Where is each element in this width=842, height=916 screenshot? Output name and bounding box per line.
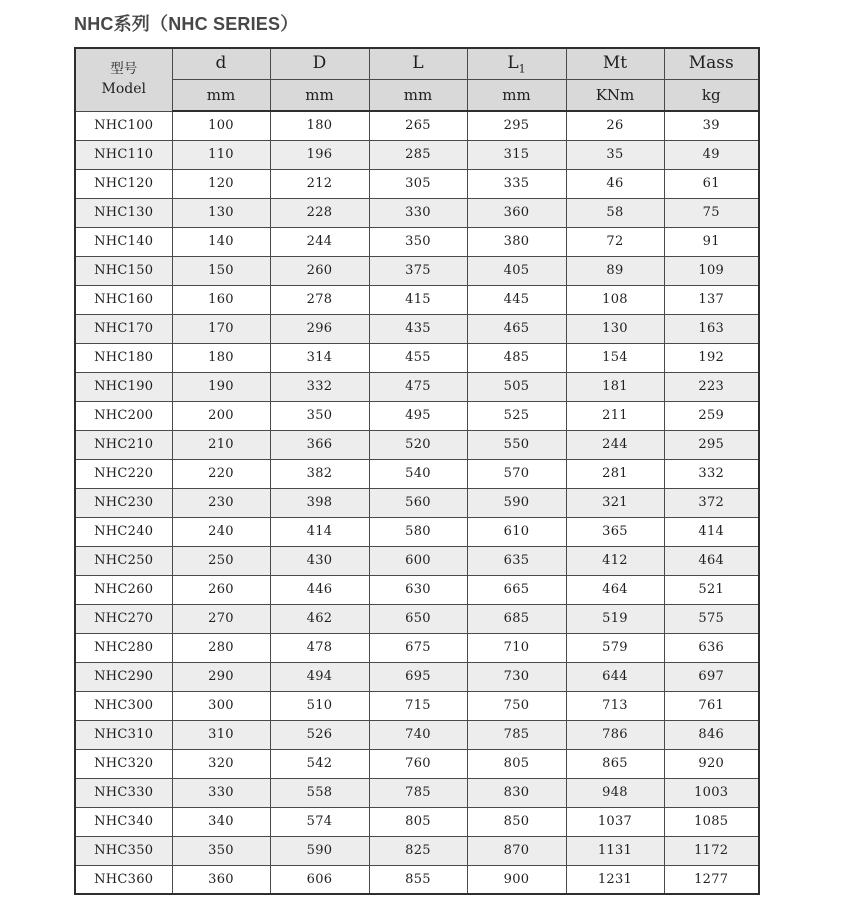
value-cell: 850 xyxy=(467,807,566,836)
table-row xyxy=(75,198,759,227)
value-cell: 398 xyxy=(270,488,369,517)
value-cell: 446 xyxy=(270,575,369,604)
value-cell: 805 xyxy=(467,749,566,778)
table-row xyxy=(75,343,759,372)
value-cell: 109 xyxy=(664,256,759,285)
model-cell: NHC160 xyxy=(75,285,172,314)
column-unit: KNm xyxy=(566,80,664,112)
value-cell: 335 xyxy=(467,169,566,198)
value-cell: 315 xyxy=(467,140,566,169)
value-cell: 825 xyxy=(369,836,467,865)
value-cell: 160 xyxy=(172,285,270,314)
model-cell: NHC250 xyxy=(75,546,172,575)
value-cell: 805 xyxy=(369,807,467,836)
value-cell: 223 xyxy=(664,372,759,401)
model-header-zh: 型号 xyxy=(110,60,138,77)
column-label: D xyxy=(312,52,327,73)
table-row xyxy=(75,285,759,314)
table-row xyxy=(75,546,759,575)
value-cell: 295 xyxy=(664,430,759,459)
value-cell: 574 xyxy=(270,807,369,836)
value-cell: 305 xyxy=(369,169,467,198)
value-cell: 72 xyxy=(566,227,664,256)
model-cell: NHC230 xyxy=(75,488,172,517)
value-cell: 180 xyxy=(270,111,369,140)
column-header xyxy=(369,48,467,80)
table-row xyxy=(75,227,759,256)
value-cell: 137 xyxy=(664,285,759,314)
value-cell: 350 xyxy=(172,836,270,865)
value-cell: 259 xyxy=(664,401,759,430)
column-header xyxy=(172,48,270,80)
value-cell: 140 xyxy=(172,227,270,256)
value-cell: 650 xyxy=(369,604,467,633)
value-cell: 1231 xyxy=(566,865,664,894)
table-row xyxy=(75,256,759,285)
value-cell: 485 xyxy=(467,343,566,372)
model-cell: NHC350 xyxy=(75,836,172,865)
model-cell: NHC300 xyxy=(75,691,172,720)
table-row xyxy=(75,662,759,691)
column-unit: kg xyxy=(664,80,759,112)
value-cell: 240 xyxy=(172,517,270,546)
value-cell: 455 xyxy=(369,343,467,372)
table-body xyxy=(75,111,759,894)
value-cell: 192 xyxy=(664,343,759,372)
value-cell: 360 xyxy=(467,198,566,227)
model-cell: NHC310 xyxy=(75,720,172,749)
value-cell: 212 xyxy=(270,169,369,198)
model-cell: NHC210 xyxy=(75,430,172,459)
value-cell: 61 xyxy=(664,169,759,198)
value-cell: 865 xyxy=(566,749,664,778)
table-row xyxy=(75,807,759,836)
table-row xyxy=(75,691,759,720)
value-cell: 465 xyxy=(467,314,566,343)
value-cell: 636 xyxy=(664,633,759,662)
model-cell: NHC100 xyxy=(75,111,172,140)
value-cell: 210 xyxy=(172,430,270,459)
value-cell: 26 xyxy=(566,111,664,140)
value-cell: 372 xyxy=(664,488,759,517)
value-cell: 58 xyxy=(566,198,664,227)
value-cell: 230 xyxy=(172,488,270,517)
value-cell: 635 xyxy=(467,546,566,575)
header-row-labels xyxy=(75,48,759,80)
value-cell: 89 xyxy=(566,256,664,285)
value-cell: 900 xyxy=(467,865,566,894)
value-cell: 200 xyxy=(172,401,270,430)
value-cell: 414 xyxy=(270,517,369,546)
value-cell: 220 xyxy=(172,459,270,488)
value-cell: 1131 xyxy=(566,836,664,865)
column-header xyxy=(566,48,664,80)
page-title: NHC系列（NHC SERIES） xyxy=(74,14,299,34)
value-cell: 560 xyxy=(369,488,467,517)
value-cell: 558 xyxy=(270,778,369,807)
value-cell: 190 xyxy=(172,372,270,401)
table-row xyxy=(75,140,759,169)
value-cell: 196 xyxy=(270,140,369,169)
column-label: d xyxy=(215,52,227,73)
value-cell: 360 xyxy=(172,865,270,894)
value-cell: 350 xyxy=(369,227,467,256)
table-row xyxy=(75,604,759,633)
value-cell: 475 xyxy=(369,372,467,401)
model-cell: NHC280 xyxy=(75,633,172,662)
table-row xyxy=(75,111,759,140)
value-cell: 130 xyxy=(172,198,270,227)
value-cell: 1277 xyxy=(664,865,759,894)
model-cell: NHC170 xyxy=(75,314,172,343)
table-row xyxy=(75,372,759,401)
table-row xyxy=(75,575,759,604)
value-cell: 150 xyxy=(172,256,270,285)
table-row xyxy=(75,314,759,343)
column-unit: mm xyxy=(467,80,566,112)
model-cell: NHC220 xyxy=(75,459,172,488)
value-cell: 108 xyxy=(566,285,664,314)
value-cell: 260 xyxy=(270,256,369,285)
value-cell: 181 xyxy=(566,372,664,401)
value-cell: 285 xyxy=(369,140,467,169)
value-cell: 579 xyxy=(566,633,664,662)
value-cell: 163 xyxy=(664,314,759,343)
value-cell: 713 xyxy=(566,691,664,720)
value-cell: 521 xyxy=(664,575,759,604)
model-cell: NHC260 xyxy=(75,575,172,604)
model-cell: NHC320 xyxy=(75,749,172,778)
value-cell: 630 xyxy=(369,575,467,604)
table-row xyxy=(75,720,759,749)
value-cell: 590 xyxy=(270,836,369,865)
value-cell: 685 xyxy=(467,604,566,633)
value-cell: 430 xyxy=(270,546,369,575)
value-cell: 710 xyxy=(467,633,566,662)
value-cell: 510 xyxy=(270,691,369,720)
column-unit: mm xyxy=(172,80,270,112)
value-cell: 35 xyxy=(566,140,664,169)
model-cell: NHC110 xyxy=(75,140,172,169)
value-cell: 786 xyxy=(566,720,664,749)
value-cell: 130 xyxy=(566,314,664,343)
value-cell: 100 xyxy=(172,111,270,140)
value-cell: 244 xyxy=(270,227,369,256)
value-cell: 464 xyxy=(566,575,664,604)
value-cell: 570 xyxy=(467,459,566,488)
table-row xyxy=(75,865,759,894)
model-cell: NHC190 xyxy=(75,372,172,401)
model-cell: NHC200 xyxy=(75,401,172,430)
value-cell: 730 xyxy=(467,662,566,691)
value-cell: 75 xyxy=(664,198,759,227)
value-cell: 580 xyxy=(369,517,467,546)
table-row xyxy=(75,430,759,459)
value-cell: 332 xyxy=(664,459,759,488)
value-cell: 540 xyxy=(369,459,467,488)
value-cell: 542 xyxy=(270,749,369,778)
table-row xyxy=(75,836,759,865)
value-cell: 278 xyxy=(270,285,369,314)
value-cell: 46 xyxy=(566,169,664,198)
value-cell: 495 xyxy=(369,401,467,430)
value-cell: 695 xyxy=(369,662,467,691)
column-label: L xyxy=(507,52,519,73)
value-cell: 365 xyxy=(566,517,664,546)
column-unit: mm xyxy=(270,80,369,112)
value-cell: 414 xyxy=(664,517,759,546)
value-cell: 505 xyxy=(467,372,566,401)
column-label: L xyxy=(412,52,424,73)
model-cell: NHC130 xyxy=(75,198,172,227)
value-cell: 49 xyxy=(664,140,759,169)
value-cell: 300 xyxy=(172,691,270,720)
value-cell: 520 xyxy=(369,430,467,459)
value-cell: 366 xyxy=(270,430,369,459)
value-cell: 750 xyxy=(467,691,566,720)
value-cell: 260 xyxy=(172,575,270,604)
value-cell: 330 xyxy=(172,778,270,807)
value-cell: 110 xyxy=(172,140,270,169)
value-cell: 415 xyxy=(369,285,467,314)
value-cell: 846 xyxy=(664,720,759,749)
value-cell: 154 xyxy=(566,343,664,372)
value-cell: 228 xyxy=(270,198,369,227)
value-cell: 855 xyxy=(369,865,467,894)
model-cell: NHC270 xyxy=(75,604,172,633)
value-cell: 740 xyxy=(369,720,467,749)
value-cell: 464 xyxy=(664,546,759,575)
table-row xyxy=(75,778,759,807)
value-cell: 644 xyxy=(566,662,664,691)
value-cell: 330 xyxy=(369,198,467,227)
model-cell: NHC150 xyxy=(75,256,172,285)
value-cell: 610 xyxy=(467,517,566,546)
model-cell: NHC330 xyxy=(75,778,172,807)
value-cell: 39 xyxy=(664,111,759,140)
table-row xyxy=(75,749,759,778)
column-header xyxy=(664,48,759,80)
value-cell: 435 xyxy=(369,314,467,343)
value-cell: 314 xyxy=(270,343,369,372)
value-cell: 478 xyxy=(270,633,369,662)
model-cell: NHC360 xyxy=(75,865,172,894)
value-cell: 375 xyxy=(369,256,467,285)
model-cell: NHC120 xyxy=(75,169,172,198)
nhc-series-table xyxy=(74,47,760,895)
value-cell: 280 xyxy=(172,633,270,662)
value-cell: 785 xyxy=(467,720,566,749)
value-cell: 290 xyxy=(172,662,270,691)
value-cell: 870 xyxy=(467,836,566,865)
value-cell: 697 xyxy=(664,662,759,691)
value-cell: 1037 xyxy=(566,807,664,836)
value-cell: 270 xyxy=(172,604,270,633)
value-cell: 948 xyxy=(566,778,664,807)
table-header xyxy=(75,48,759,111)
value-cell: 526 xyxy=(270,720,369,749)
value-cell: 310 xyxy=(172,720,270,749)
table-row xyxy=(75,459,759,488)
value-cell: 405 xyxy=(467,256,566,285)
value-cell: 600 xyxy=(369,546,467,575)
value-cell: 281 xyxy=(566,459,664,488)
value-cell: 412 xyxy=(566,546,664,575)
value-cell: 675 xyxy=(369,633,467,662)
value-cell: 320 xyxy=(172,749,270,778)
column-label: Mt xyxy=(602,52,628,73)
value-cell: 462 xyxy=(270,604,369,633)
value-cell: 550 xyxy=(467,430,566,459)
value-cell: 340 xyxy=(172,807,270,836)
column-label: Mass xyxy=(688,52,734,73)
table-row xyxy=(75,488,759,517)
value-cell: 665 xyxy=(467,575,566,604)
value-cell: 761 xyxy=(664,691,759,720)
value-cell: 525 xyxy=(467,401,566,430)
header-row-units xyxy=(75,80,759,112)
value-cell: 296 xyxy=(270,314,369,343)
value-cell: 575 xyxy=(664,604,759,633)
value-cell: 519 xyxy=(566,604,664,633)
value-cell: 382 xyxy=(270,459,369,488)
page-container xyxy=(74,10,762,895)
value-cell: 785 xyxy=(369,778,467,807)
column-header xyxy=(467,48,566,80)
value-cell: 91 xyxy=(664,227,759,256)
table-row xyxy=(75,517,759,546)
value-cell: 350 xyxy=(270,401,369,430)
model-cell: NHC240 xyxy=(75,517,172,546)
model-cell: NHC140 xyxy=(75,227,172,256)
value-cell: 321 xyxy=(566,488,664,517)
value-cell: 1003 xyxy=(664,778,759,807)
value-cell: 1085 xyxy=(664,807,759,836)
model-cell: NHC180 xyxy=(75,343,172,372)
value-cell: 715 xyxy=(369,691,467,720)
value-cell: 494 xyxy=(270,662,369,691)
value-cell: 445 xyxy=(467,285,566,314)
table-row xyxy=(75,169,759,198)
column-label-subscript: 1 xyxy=(518,62,526,76)
value-cell: 170 xyxy=(172,314,270,343)
model-header-en: Model xyxy=(101,81,146,98)
value-cell: 332 xyxy=(270,372,369,401)
value-cell: 180 xyxy=(172,343,270,372)
value-cell: 120 xyxy=(172,169,270,198)
table-row xyxy=(75,401,759,430)
model-cell: NHC340 xyxy=(75,807,172,836)
model-column-header xyxy=(75,48,172,111)
value-cell: 830 xyxy=(467,778,566,807)
column-header xyxy=(270,48,369,80)
value-cell: 380 xyxy=(467,227,566,256)
value-cell: 590 xyxy=(467,488,566,517)
value-cell: 211 xyxy=(566,401,664,430)
value-cell: 250 xyxy=(172,546,270,575)
table-row xyxy=(75,633,759,662)
value-cell: 606 xyxy=(270,865,369,894)
value-cell: 244 xyxy=(566,430,664,459)
column-unit: mm xyxy=(369,80,467,112)
value-cell: 760 xyxy=(369,749,467,778)
value-cell: 920 xyxy=(664,749,759,778)
value-cell: 295 xyxy=(467,111,566,140)
model-cell: NHC290 xyxy=(75,662,172,691)
value-cell: 265 xyxy=(369,111,467,140)
value-cell: 1172 xyxy=(664,836,759,865)
